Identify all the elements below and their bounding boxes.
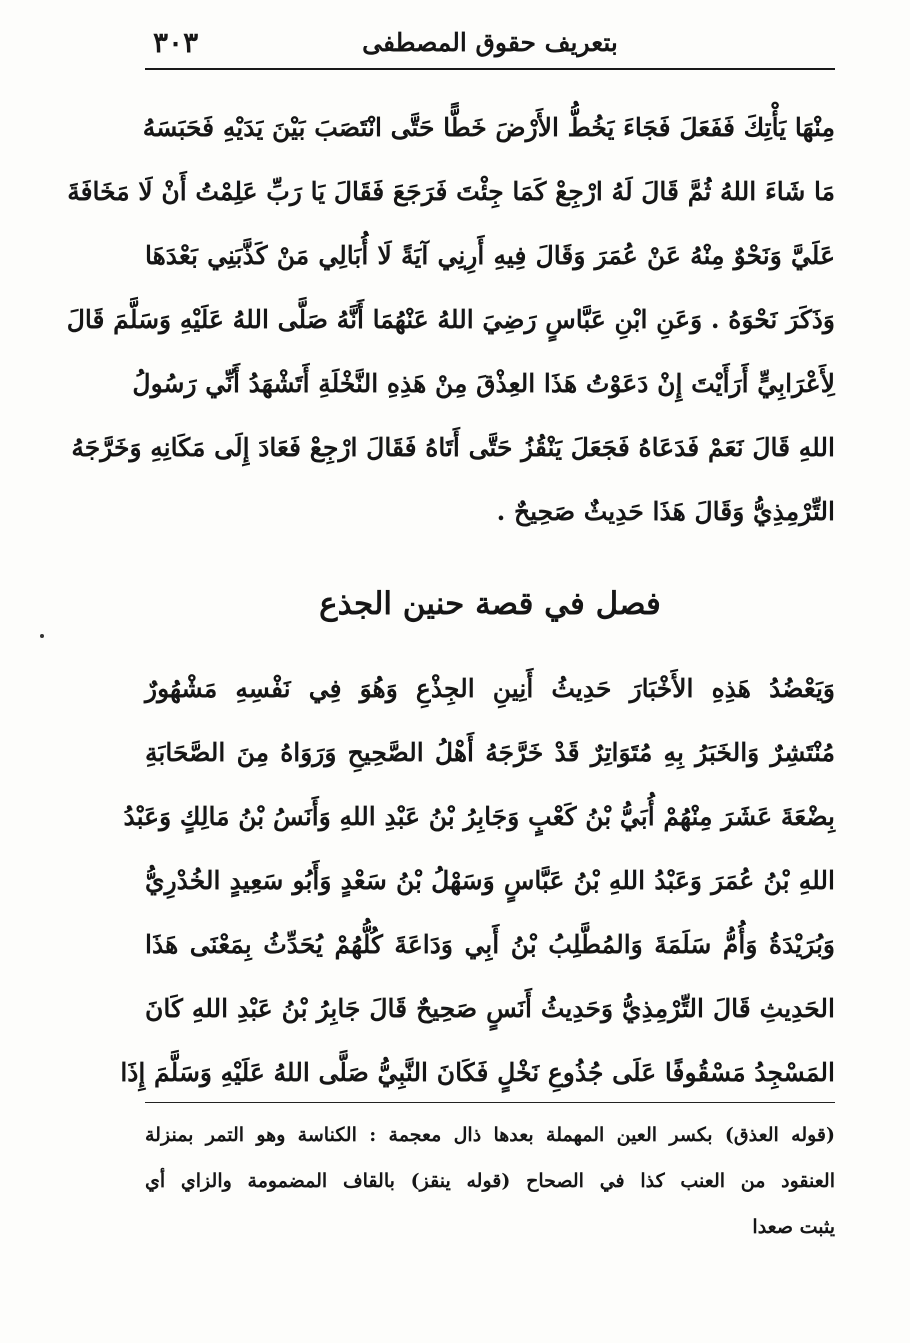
page-number: ٣٠٣ [153, 26, 199, 59]
footnote-line: (قوله العذق) بكسر العين المهملة بعدها ذال معجمة : الكناسة وهو التمر بمنزلة [145, 1124, 835, 1146]
main-text-block-2 [120, 657, 835, 1105]
main-text-block-1 [66, 96, 835, 544]
text-line: وَيَعْضُدُ هَذِهِ الأَخْبَارَ حَدِيثُ أَنِينِ الجِذْعِ وَهُوَ فِي نَفْسِهِ مَشْهُورٌ [145, 674, 835, 703]
text-line: اللهِ قَالَ نَعَمْ فَدَعَاهُ فَجَعَلَ يَنْقُزُ حَتَّى أَتَاهُ فَقَالَ ارْجِعْ فَعَادَ إِلَى مَكَانِهِ وَخَرَّجَهُ [71, 433, 835, 462]
header-rule [145, 68, 835, 70]
text-line: وَبُرَيْدَةُ وَأُمُّ سَلَمَةَ وَالمُطَّلِبُ بْنُ أَبِي وَدَاعَةَ كُلُّهُمْ يُحَدِّثُ بِمَعْنَى هَذَا [145, 930, 835, 959]
text-line: لِأَعْرَابِيٍّ أَرَأَيْتَ إِنْ دَعَوْتُ هَذَا العِذْقَ مِنْ هَذِهِ النَّخْلَةِ أَتَشْهَدُ أَنِّي رَسُولُ [132, 369, 835, 398]
page-header [145, 22, 835, 66]
text-line: مَا شَاءَ اللهُ ثُمَّ قَالَ لَهُ ارْجِعْ كَمَا جِئْتَ فَرَجَعَ فَقَالَ يَا رَبِّ عَلِمْتُ أَنْ لَا مَخَافَةَ [67, 177, 835, 206]
text-line: بِضْعَةَ عَشَرَ مِنْهُمْ أُبَيُّ بْنُ كَعْبٍ وَجَابِرُ بْنُ عَبْدِ اللهِ وَأَنَسُ بْنُ مَالِكٍ وَعَبْدُ [123, 802, 835, 831]
running-title: بتعريف حقوق المصطفى [362, 28, 618, 57]
text-line: مُنْتَشِرٌ وَالخَبَرُ بِهِ مُتَوَاتِرٌ قَدْ خَرَّجَهُ أَهْلُ الصَّحِيحِ وَرَوَاهُ مِنَ الصَّحَابَةِ [145, 738, 835, 767]
text-line: مِنْهَا يَأْتِكَ فَفَعَلَ فَجَاءَ يَخُطُّ الأَرْضَ خَطًّا حَتَّى انْتَصَبَ بَيْنَ يَدَيْهِ فَحَبَسَهُ [142, 113, 835, 142]
footnote-line: العنقود من العنب كذا في الصحاح (قوله ينقز) بالقاف المضمومة والزاي أي [145, 1170, 835, 1192]
footnote-rule [145, 1102, 835, 1103]
footnote-line: يثبت صعدا [752, 1216, 835, 1238]
text-line: المَسْجِدُ مَسْقُوفًا عَلَى جُذُوعِ نَخْلٍ فَكَانَ النَّبِيُّ صَلَّى اللهُ عَلَيْهِ وَسَلَّمَ إِذَا [120, 1058, 835, 1087]
text-line: الحَدِيثِ قَالَ التِّرْمِذِيُّ وَحَدِيثُ أَنَسٍ صَحِيحٌ قَالَ جَابِرُ بْنُ عَبْدِ اللهِ كَانَ [145, 994, 835, 1023]
text-line: اللهِ بْنُ عُمَرَ وَعَبْدُ اللهِ بْنُ عَبَّاسٍ وَسَهْلُ بْنُ سَعْدٍ وَأَبُو سَعِيدٍ الخُدْرِيُّ [145, 866, 835, 895]
scan-speck [40, 634, 44, 638]
footnotes [145, 1112, 835, 1250]
text-line: عَلَيَّ وَنَحْوٌ مِنْهُ عَنْ عُمَرَ وَقَالَ فِيهِ أَرِنِي آيَةً لَا أُبَالِي مَنْ كَذَّبَنِي بَعْدَهَا [145, 241, 835, 270]
text-line: وَذَكَرَ نَحْوَهُ . وَعَنِ ابْنِ عَبَّاسٍ رَضِيَ اللهُ عَنْهُمَا أَنَّهُ صَلَّى اللهُ عَلَيْهِ وَسَلَّمَ قَالَ [66, 305, 835, 334]
text-line: التِّرْمِذِيُّ وَقَالَ هَذَا حَدِيثٌ صَحِيحٌ . [496, 497, 835, 526]
section-heading: فصل في قصة حنين الجذع [319, 586, 661, 622]
